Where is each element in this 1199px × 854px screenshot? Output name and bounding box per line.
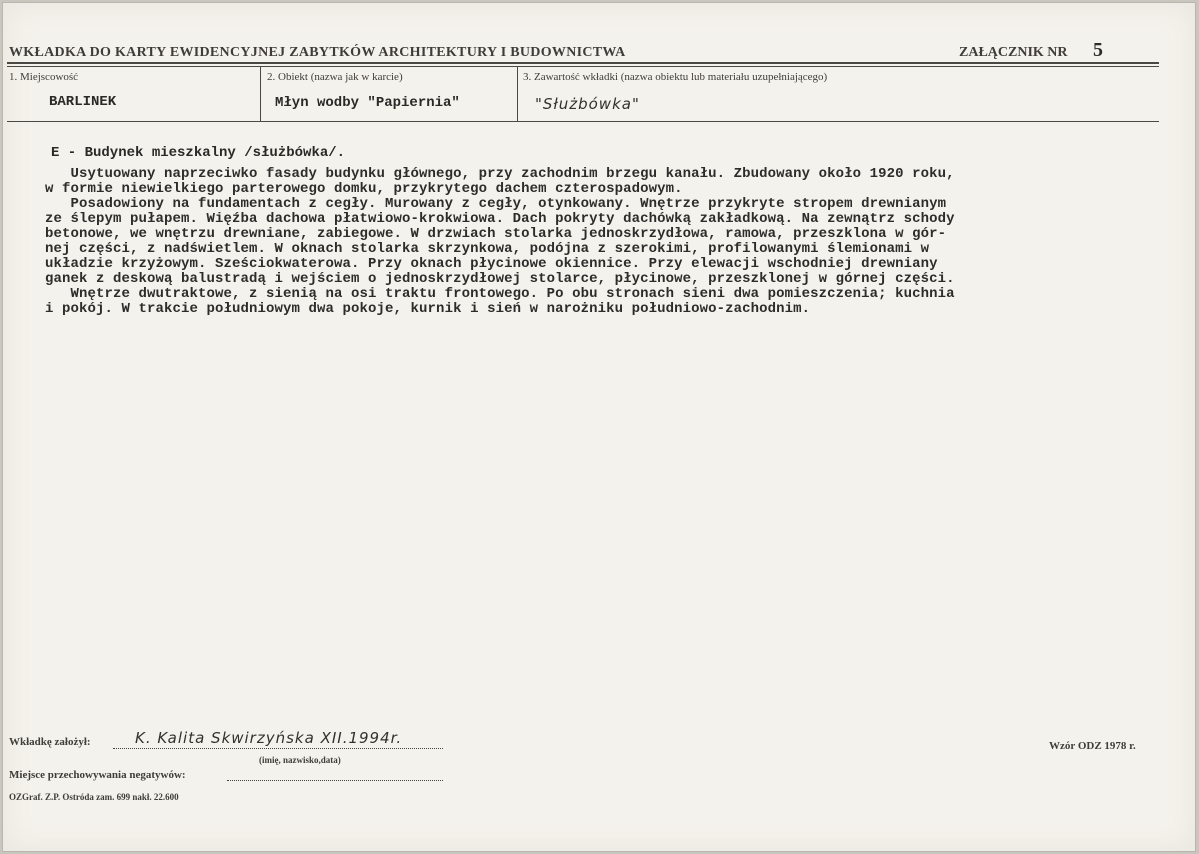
section-heading: E - Budynek mieszkalny /służbówka/. (51, 145, 346, 161)
storage-label: Miejsce przechowywania negatywów: (9, 769, 186, 781)
annex-label: ZAŁĄCZNIK NR (959, 45, 1068, 60)
contents-label: 3. Zawartość wkładki (nazwa obiektu lub materiału uzupełniającego) (523, 71, 828, 83)
made-by-signature: K. Kalita Skwirzyńska XII.1994r. (135, 729, 403, 747)
print-info: OZGraf. Z.P. Ostróda zam. 699 nakł. 22.600 (9, 792, 179, 802)
annex-number: 5 (1093, 39, 1103, 61)
card-title: WKŁADKA DO KARTY EWIDENCYJNEJ ZABYTKÓW ARCHITEKTURY I BUDOWNICTWA (9, 45, 626, 60)
storage-line (227, 780, 443, 781)
description-line: nej części, z nadświetlem. W oknach stolarka skrzynkowa, podójna z szerokimi, profilowanymi ślemionami w (45, 241, 930, 257)
object-label: 2. Obiekt (nazwa jak w karcie) (267, 71, 403, 83)
contents-value: "Służbówka" (535, 95, 640, 113)
description-line: ganek z deskową balustradą i wejściem o jednoskrzydłowej stolarce, płycinowe, przeszklonej w górnej części. (45, 271, 955, 287)
header-rule-mid (7, 66, 1159, 67)
locality-value: BARLINEK (49, 94, 117, 110)
description-line: ze ślepym pułapem. Więźba dachowa płatwiowo-krokwiowa. Dach pokryty dachówką zakładkową. Na zewnątrz schody (45, 211, 955, 227)
description-text (45, 167, 1175, 317)
description-line: Posadowiony na fundamentach z cegły. Murowany z cegły, otynkowany. Wnętrze przykryte stropem drewnianym (45, 196, 947, 212)
form-label: Wzór ODZ 1978 r. (1049, 740, 1136, 752)
description-line: w formie niewielkiego parterowego domku, przykrytego dachem czterospadowym. (45, 181, 683, 197)
made-by-label: Wkładkę założył: (9, 736, 91, 748)
header-rule-top (7, 62, 1159, 64)
fields-rule-bottom (7, 121, 1159, 122)
made-by-hint: (imię, nazwisko,data) (259, 755, 341, 765)
made-by-line (113, 748, 443, 749)
description-line: Usytuowany naprzeciwko fasady budynku głównego, przy zachodnim brzegu kanału. Zbudowany około 1920 roku, (45, 166, 955, 182)
description-line: układzie krzyżowym. Sześciokwaterowa. Przy oknach płycinowe okiennice. Przy elewacji wschodniej drewniany (45, 256, 938, 272)
locality-label: 1. Miejscowość (9, 71, 79, 83)
field-divider-2 (517, 66, 518, 122)
description-line: i pokój. W trakcie południowym dwa pokoje, kurnik i sień w narożniku południowo-zachodnim. (45, 301, 811, 317)
field-divider-1 (260, 66, 261, 122)
record-card (2, 2, 1196, 852)
description-line: betonowe, we wnętrzu drewniane, zabiegowe. W drzwiach stolarka jednoskrzydłowa, ramowa, przeszklona w gór- (45, 226, 947, 242)
object-value: Młyn wodby "Papiernia" (275, 95, 460, 111)
description-line: Wnętrze dwutraktowe, z sienią na osi traktu frontowego. Po obu stronach sieni dwa pomieszczenia; kuchnia (45, 286, 955, 302)
